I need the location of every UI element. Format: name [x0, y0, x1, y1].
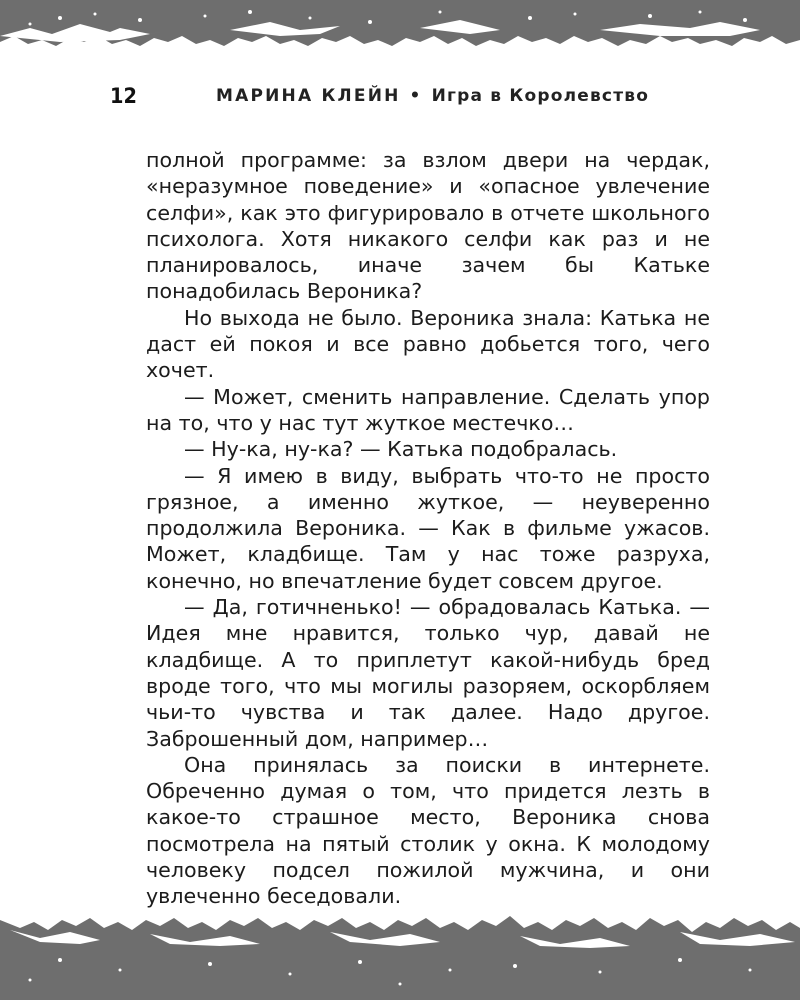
- dialogue-line: — Может, сменить направление. Сделать упор на то, что у нас тут жуткое местечко…: [146, 384, 710, 435]
- bottom-grunge-border: [0, 900, 800, 1000]
- dialogue-line: — Я имею в виду, выбрать что-то не просто грязное, а именно жуткое, — неуверенно продолжила Вероника. — Как в фильме ужасов. Может, кладбище. Там у нас тоже разруха, конечно, но впечатление будет совсем другое.: [146, 463, 710, 593]
- header-separator: •: [409, 86, 423, 106]
- running-head: [216, 86, 649, 106]
- running-header: [0, 84, 800, 114]
- dialogue-line: — Да, готичненько! — обрадовалась Катька. — Идея мне нравится, только чур, давай не кладбище. А то приплетут какой-нибудь бред вроде того, что мы могилы разоряем, оскорбляем чьи-то чувства и так далее. Надо другое. Заброшенный дом, например…: [146, 595, 710, 751]
- top-grunge-border: [0, 0, 800, 62]
- paragraph: Она принялась за поиски в интернете. Обреченно думая о том, что придется лезть в какое-то страшное место, Вероника снова посмотрела на пятый столик у окна. К молодому человеку подсел пожилой мужчина, и они увлеченно беседовали.: [146, 752, 710, 909]
- paragraph: Но выхода не было. Вероника знала: Катька не даст ей покоя и все равно добьется того, чего хочет.: [146, 305, 710, 383]
- book-title: Игра в Королевство: [431, 86, 650, 106]
- author-name: МАРИНА КЛЕЙН: [216, 86, 401, 106]
- body-text: [146, 147, 710, 910]
- dialogue-line: — Ну-ка, ну-ка? — Катька подобралась.: [184, 437, 618, 462]
- page-number: 12: [110, 84, 137, 108]
- paragraph: полной программе: за взлом двери на чердак, «неразумное поведение» и «опасное увлечение селфи», как это фигурировало в отчете школьного психолога. Хотя никакого селфи как раз и не планировалось, иначе зачем бы Катьке понадобилась Вероника?: [146, 148, 710, 304]
